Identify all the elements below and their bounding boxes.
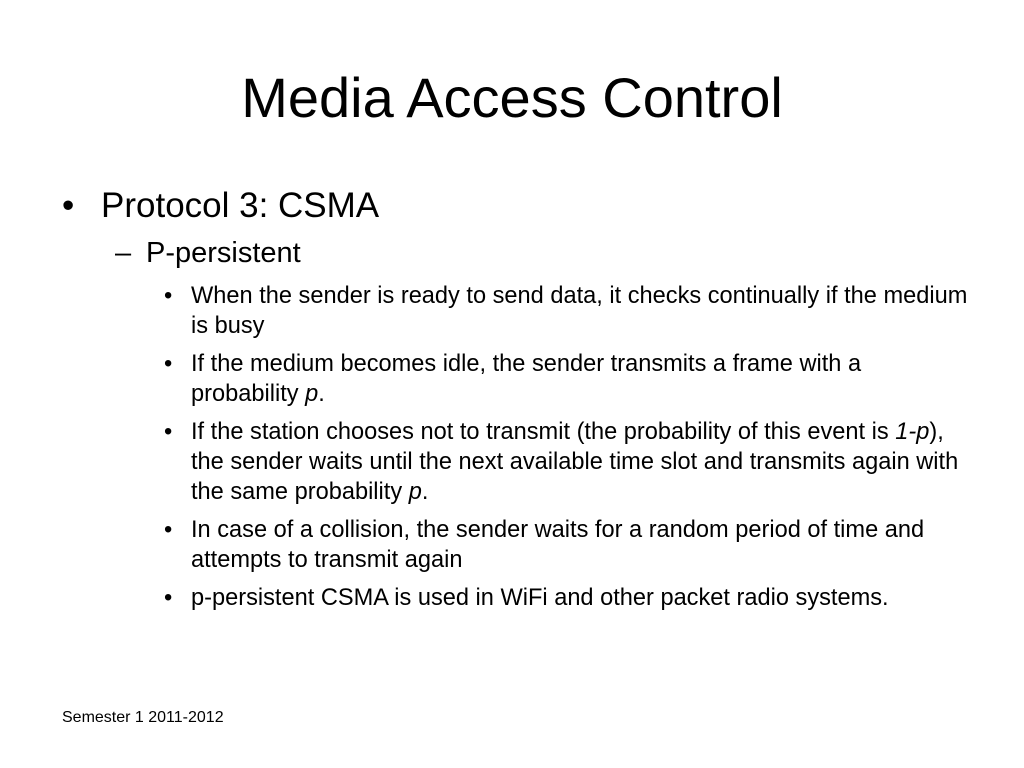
slide-title: Media Access Control <box>241 66 783 129</box>
detail-bullet-item <box>164 349 974 409</box>
text-segment: . <box>318 381 325 407</box>
italic-variable: 1-p <box>895 419 930 445</box>
text-segment: In case of a collision, the sender waits for a random period of time and attempts to transmit again <box>191 517 925 573</box>
text-segment: . <box>421 479 429 505</box>
text-segment: If the medium becomes idle, the sender transmits a frame with a probability <box>191 351 862 407</box>
footer-semester: Semester 1 2011-2012 <box>62 709 224 726</box>
bullet-text: Protocol 3: CSMA <box>101 186 380 225</box>
detail-bullet-item <box>164 515 974 575</box>
bullet-marker: • <box>62 186 75 225</box>
detail-bullet-list <box>164 281 974 621</box>
detail-bullet-text <box>191 283 967 339</box>
bullet-marker: • <box>164 351 173 377</box>
bullet-marker: • <box>164 585 173 611</box>
detail-bullet-text <box>191 419 958 505</box>
text-segment: When the sender is ready to send data, it checks continually if the medium is busy <box>191 283 968 339</box>
text-segment: ), the sender waits until the next available time slot and transmits again with the same probability <box>191 419 959 505</box>
italic-variable: p <box>305 381 319 407</box>
sub-bullet-text: P-persistent <box>146 237 301 269</box>
text-segment: If the station chooses not to transmit (the probability of this event is <box>191 419 896 445</box>
detail-bullet-item <box>164 281 974 341</box>
detail-bullet-text <box>191 585 889 611</box>
detail-bullet-text <box>191 517 924 573</box>
bullet-marker: • <box>164 517 173 543</box>
text-segment: p-persistent CSMA is used in WiFi and other packet radio systems. <box>191 585 889 611</box>
bullet-marker: • <box>164 419 173 445</box>
detail-bullet-text <box>191 351 861 407</box>
detail-bullet-item <box>164 417 974 507</box>
bullet-marker: • <box>164 283 173 309</box>
detail-bullet-item <box>164 583 974 613</box>
italic-variable: p <box>408 479 422 505</box>
dash-marker: – <box>115 237 132 269</box>
